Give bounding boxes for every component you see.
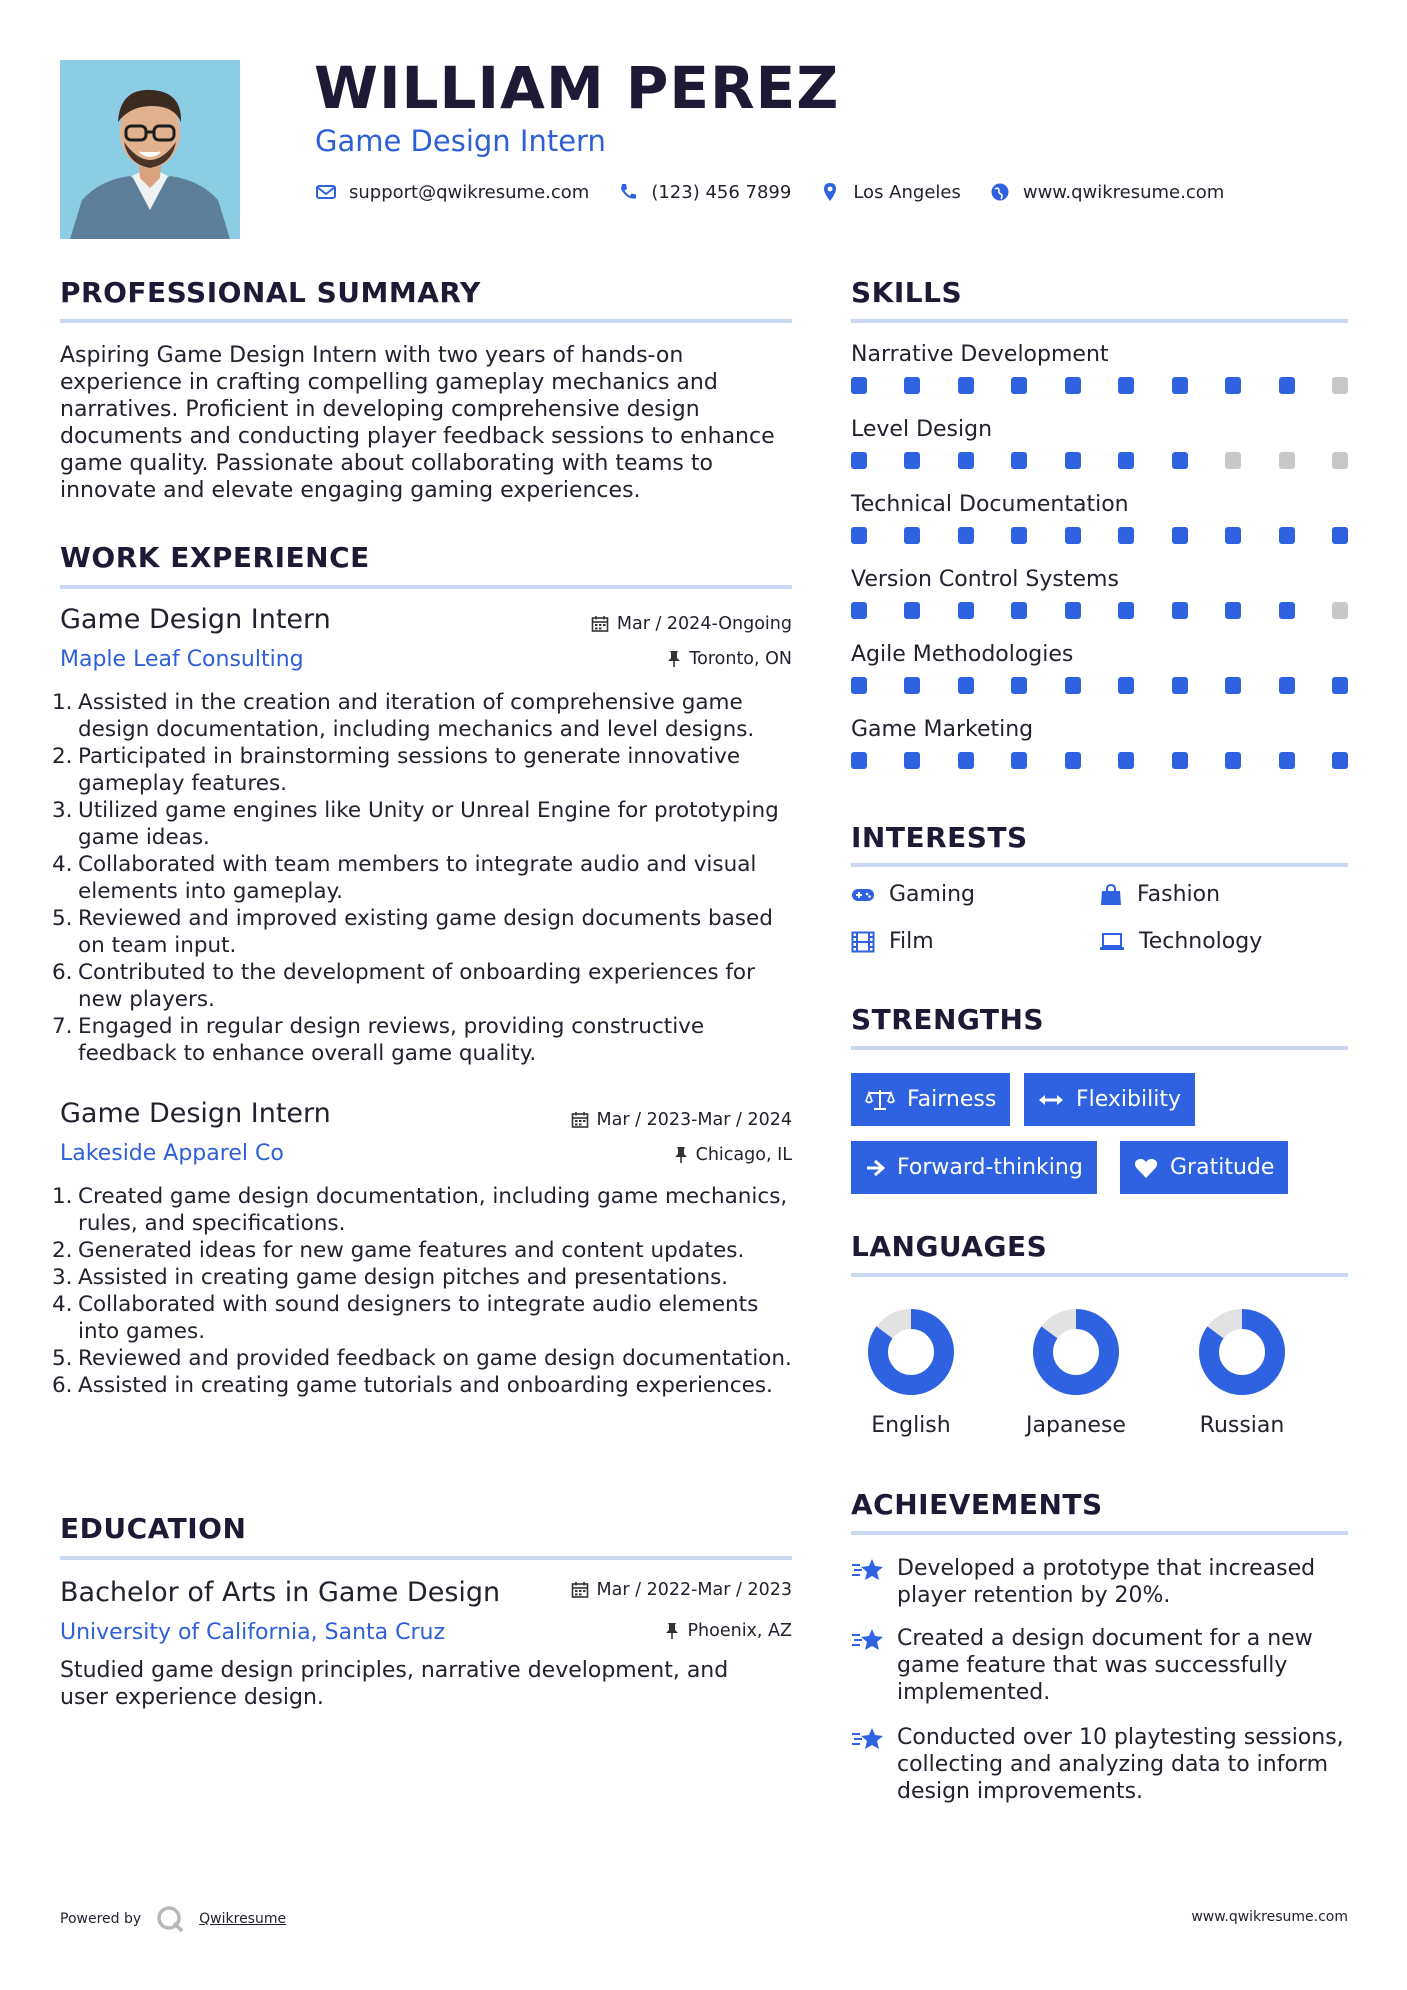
rating-dot-filled [1332, 677, 1348, 694]
job-title: Game Design Intern [60, 1098, 331, 1129]
education-location-text: Phoenix, AZ [687, 1621, 792, 1641]
summary-heading: PROFESSIONAL SUMMARY [60, 276, 481, 309]
arrow-right-icon [865, 1158, 885, 1178]
rating-dot-filled [1065, 752, 1081, 769]
skill-row [851, 642, 1348, 717]
experience-heading: WORK EXPERIENCE [60, 541, 370, 574]
contact-website[interactable]: www.qwikresume.com [1022, 181, 1225, 203]
job-company: Maple Leaf Consulting [60, 647, 304, 672]
rating-dot-filled [851, 677, 867, 694]
balance-scale-icon [865, 1088, 895, 1112]
pushpin-icon [674, 1146, 688, 1164]
rating-dot-filled [1065, 602, 1081, 619]
list-item: 1. Created game design documentation, including game mechanics, rules, and specifications. [52, 1184, 788, 1236]
rating-dot-filled [1279, 677, 1295, 694]
experience-divider [60, 585, 792, 589]
rating-dot-filled [1118, 752, 1134, 769]
skill-row [851, 717, 1348, 792]
rating-dot-filled [1118, 527, 1134, 544]
skill-row [851, 342, 1348, 417]
rating-dot-empty [1332, 602, 1348, 619]
footer-branding [60, 1904, 286, 1934]
rating-dot-filled [1225, 527, 1241, 544]
job-dates-text: Mar / 2024-Ongoing [616, 614, 792, 634]
contact-bar [315, 177, 1252, 207]
rating-dot-filled [1011, 602, 1027, 619]
skill-row [851, 492, 1348, 567]
rating-dot-filled [958, 452, 974, 469]
rating-dot-filled [1118, 377, 1134, 394]
job-title: Game Design Intern [60, 604, 331, 635]
job-company: Lakeside Apparel Co [60, 1141, 284, 1166]
calendar-icon [571, 1581, 589, 1599]
skill-name: Narrative Development [851, 342, 1109, 367]
job-dates [500, 1110, 792, 1130]
shooting-star-icon [851, 1627, 885, 1653]
job-location [500, 1145, 792, 1165]
list-item: 4. Collaborated with team members to integrate audio and visual elements into gameplay. [52, 852, 757, 904]
interest-item: Film [851, 929, 934, 954]
calendar-icon [571, 1111, 589, 1129]
rating-dot-empty [1225, 452, 1241, 469]
candidate-title: Game Design Intern [315, 124, 606, 158]
job-duties-list [52, 1183, 800, 1399]
footer-website[interactable]: www.qwikresume.com [1191, 1909, 1348, 1925]
rating-dot-filled [904, 452, 920, 469]
rating-dot-filled [1118, 677, 1134, 694]
strength-badge: Forward-thinking [851, 1141, 1097, 1194]
rating-dot-filled [1118, 452, 1134, 469]
rating-dot-filled [1332, 527, 1348, 544]
powered-by-label: Powered by [60, 1911, 142, 1927]
pushpin-icon [665, 1622, 679, 1640]
summary-divider [60, 319, 792, 323]
job-location-text: Chicago, IL [695, 1145, 792, 1165]
rating-dot-filled [904, 377, 920, 394]
qwikresume-link[interactable]: Qwikresume [199, 1911, 287, 1927]
language-item [855, 1307, 967, 1438]
rating-dot-filled [1225, 677, 1241, 694]
rating-dot-filled [904, 752, 920, 769]
rating-dot-filled [1065, 677, 1081, 694]
rating-dot-filled [1065, 452, 1081, 469]
skills-list [851, 342, 1348, 792]
interests-divider [851, 863, 1348, 867]
skill-name: Agile Methodologies [851, 642, 1074, 667]
phone-icon [617, 181, 639, 203]
list-item: 4. Collaborated with sound designers to integrate audio elements into games. [52, 1292, 759, 1344]
job-location-text: Toronto, ON [689, 649, 792, 669]
rating-dot-empty [1332, 452, 1348, 469]
rating-dot-filled [851, 602, 867, 619]
rating-dot-filled [1011, 677, 1027, 694]
language-proficiency-ring [1031, 1307, 1121, 1397]
list-item: 3. Assisted in creating game design pitches and presentations. [52, 1265, 729, 1290]
rating-dot-filled [904, 602, 920, 619]
strength-badge: Flexibility [1024, 1073, 1195, 1126]
strength-badge: Gratitude [1120, 1141, 1288, 1194]
rating-dot-filled [958, 527, 974, 544]
rating-dot-filled [904, 527, 920, 544]
rating-dot-filled [1118, 602, 1134, 619]
language-name: Japanese [1026, 1413, 1126, 1438]
skills-heading: SKILLS [851, 276, 963, 309]
rating-dot-filled [851, 527, 867, 544]
envelope-icon [315, 181, 337, 203]
language-name: English [871, 1413, 951, 1438]
summary-text: Aspiring Game Design Intern with two years of hands-on experience in crafting compelling gameplay mechanics and narratives. Proficient in developing comprehensive design documents and conducting player feedback sessions to enhance game quality. Passionate about collaborating with teams to innovate and elevate engaging gaming experiences. [60, 343, 775, 503]
languages-divider [851, 1273, 1348, 1277]
rating-dot-filled [1172, 452, 1188, 469]
gamepad-icon [851, 886, 875, 904]
qwikresume-logo-icon [155, 1904, 185, 1934]
rating-dot-filled [1011, 452, 1027, 469]
film-icon [851, 931, 875, 953]
rating-dot-filled [904, 677, 920, 694]
rating-dot-filled [851, 452, 867, 469]
list-item: 5. Reviewed and provided feedback on game design documentation. [52, 1346, 792, 1371]
interest-item: Gaming [851, 882, 975, 907]
school-name: University of California, Santa Cruz [60, 1620, 446, 1645]
interests-heading: INTERESTS [851, 821, 1028, 854]
skill-name: Game Marketing [851, 717, 1034, 742]
rating-dot-filled [1225, 752, 1241, 769]
language-item [1186, 1307, 1298, 1438]
skills-divider [851, 319, 1348, 323]
profile-photo [60, 60, 240, 239]
skill-name: Technical Documentation [851, 492, 1129, 517]
list-item: 5. Reviewed and improved existing game design documents based on team input. [52, 906, 773, 958]
interest-item: Fashion [1099, 882, 1220, 907]
rating-dot-filled [1279, 602, 1295, 619]
skill-rating [851, 602, 1348, 620]
achievement-item: Conducted over 10 playtesting sessions, collecting and analyzing data to inform design improvements. [851, 1724, 1351, 1805]
skill-name: Version Control Systems [851, 567, 1119, 592]
degree-title: Bachelor of Arts in Game Design [60, 1577, 501, 1608]
list-item: 6. Contributed to the development of onboarding experiences for new players. [52, 960, 755, 1012]
language-proficiency-ring [1197, 1307, 1287, 1397]
person-photo-icon [60, 60, 240, 239]
shopping-bag-icon [1099, 884, 1123, 906]
languages-heading: LANGUAGES [851, 1230, 1048, 1263]
rating-dot-filled [1172, 752, 1188, 769]
rating-dot-filled [1332, 752, 1348, 769]
globe-icon [989, 181, 1011, 203]
education-dates-text: Mar / 2022-Mar / 2023 [596, 1580, 792, 1600]
job-dates-text: Mar / 2023-Mar / 2024 [596, 1110, 792, 1130]
list-item: 6. Assisted in creating game tutorials and onboarding experiences. [52, 1373, 773, 1398]
achievement-item: Created a design document for a new game feature that was successfully implemented. [851, 1625, 1351, 1706]
heart-icon [1134, 1157, 1158, 1179]
job-location [500, 649, 792, 669]
rating-dot-filled [1065, 377, 1081, 394]
skill-row [851, 567, 1348, 642]
education-location [500, 1621, 792, 1641]
achievements-heading: ACHIEVEMENTS [851, 1488, 1103, 1521]
skill-rating [851, 452, 1348, 470]
language-proficiency-ring [866, 1307, 956, 1397]
rating-dot-filled [1172, 377, 1188, 394]
achievements-divider [851, 1531, 1348, 1535]
education-divider [60, 1556, 792, 1560]
strength-badge: Fairness [851, 1073, 1010, 1126]
rating-dot-empty [1279, 452, 1295, 469]
list-item: 7. Engaged in regular design reviews, providing constructive feedback to enhance overall game quality. [52, 1014, 705, 1066]
laptop-icon [1099, 932, 1125, 952]
rating-dot-filled [1011, 752, 1027, 769]
candidate-name: WILLIAM PEREZ [314, 54, 840, 122]
job-duties-list [52, 689, 800, 1067]
rating-dot-filled [958, 602, 974, 619]
job-dates [500, 614, 792, 634]
rating-dot-filled [958, 752, 974, 769]
rating-dot-filled [1225, 377, 1241, 394]
rating-dot-empty [1332, 377, 1348, 394]
skill-row [851, 417, 1348, 492]
contact-email[interactable]: support@qwikresume.com [349, 181, 590, 203]
shooting-star-icon [851, 1726, 885, 1752]
calendar-icon [591, 615, 609, 633]
strengths-divider [851, 1046, 1348, 1050]
rating-dot-filled [1172, 602, 1188, 619]
interest-item: Technology [1099, 929, 1262, 954]
rating-dot-filled [1172, 677, 1188, 694]
education-description: Studied game design principles, narrative development, and user experience design. [60, 1658, 729, 1710]
list-item: 2. Participated in brainstorming sessions to generate innovative gameplay features. [52, 744, 741, 796]
contact-phone[interactable]: (123) 456 7899 [651, 181, 792, 203]
arrows-horizontal-icon [1038, 1092, 1064, 1108]
skill-rating [851, 377, 1348, 395]
rating-dot-filled [1225, 602, 1241, 619]
contact-location: Los Angeles [853, 181, 961, 203]
rating-dot-filled [851, 377, 867, 394]
strengths-heading: STRENGTHS [851, 1003, 1045, 1036]
achievement-item: Developed a prototype that increased player retention by 20%. [851, 1555, 1351, 1609]
rating-dot-filled [1011, 527, 1027, 544]
rating-dot-filled [1065, 527, 1081, 544]
language-item [1020, 1307, 1132, 1438]
skill-rating [851, 527, 1348, 545]
rating-dot-filled [958, 677, 974, 694]
education-dates [500, 1580, 792, 1600]
rating-dot-filled [958, 377, 974, 394]
rating-dot-filled [1279, 527, 1295, 544]
list-item: 2. Generated ideas for new game features and content updates. [52, 1238, 745, 1263]
rating-dot-filled [851, 752, 867, 769]
skill-rating [851, 677, 1348, 695]
skill-name: Level Design [851, 417, 993, 442]
language-name: Russian [1199, 1413, 1285, 1438]
rating-dot-filled [1011, 377, 1027, 394]
rating-dot-filled [1279, 752, 1295, 769]
education-heading: EDUCATION [60, 1512, 247, 1545]
shooting-star-icon [851, 1557, 885, 1583]
map-marker-icon [819, 181, 841, 203]
skill-rating [851, 752, 1348, 770]
rating-dot-filled [1279, 377, 1295, 394]
pushpin-icon [667, 650, 681, 668]
list-item: 3. Utilized game engines like Unity or Unreal Engine for prototyping game ideas. [52, 798, 779, 850]
list-item: 1. Assisted in the creation and iteration of comprehensive game design documentation, including mechanics and level designs. [52, 690, 755, 742]
rating-dot-filled [1172, 527, 1188, 544]
